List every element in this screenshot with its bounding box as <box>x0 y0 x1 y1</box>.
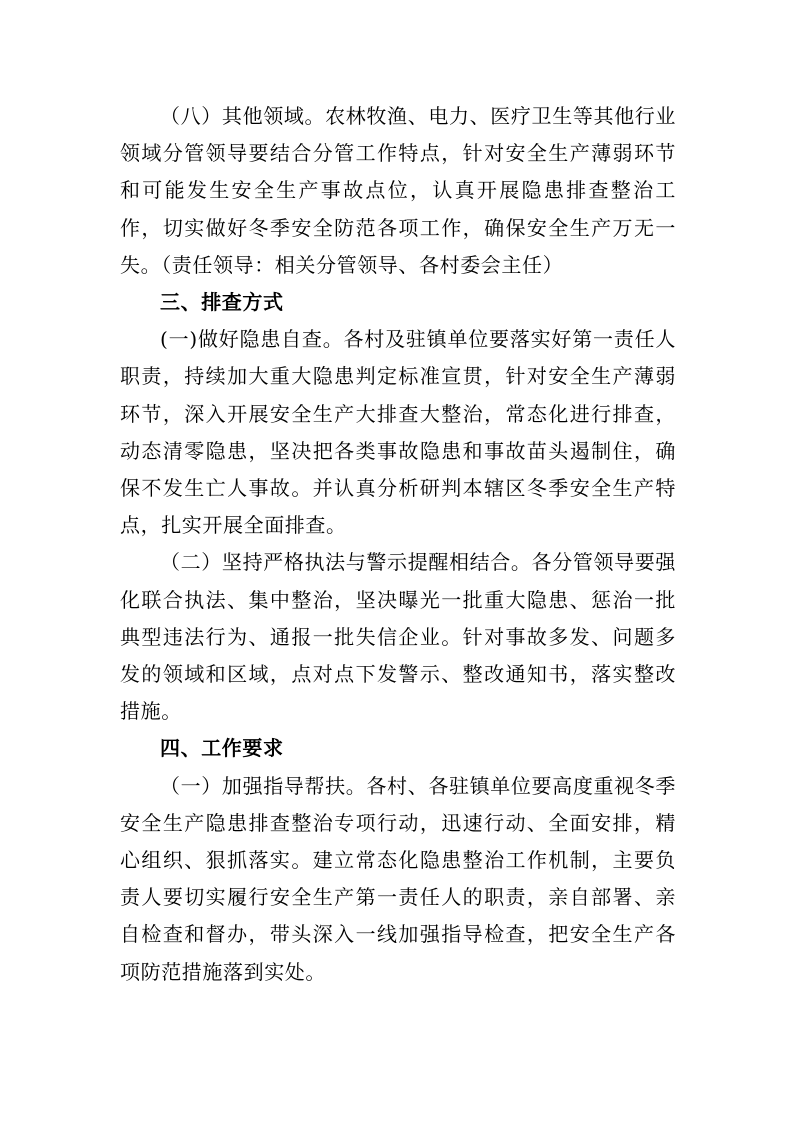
paragraph-strict-enforcement: （二）坚持严格执法与警示提醒相结合。各分管领导要强化联合执法、集中整治，坚决曝光一批重大隐患、惩治一批典型违法行为、通报一批失信企业。针对事故多发、问题多发的领域和区域，点对点下发警示、整改通知书，落实整改措施。 <box>120 550 676 724</box>
section-heading-work-requirements: 四、工作要求 <box>160 736 284 761</box>
paragraph-other-fields: （八）其他领域。农林牧渔、电力、医疗卫生等其他行业领域分管领导要结合分管工作特点，针对安全生产薄弱环节和可能发生安全生产事故点位，认真开展隐患排查整治工作，切实做好冬季安全防范各项工作，确保安全生产万无一失。（责任领导：相关分管领导、各村委会主任） <box>120 104 676 277</box>
paragraph-guidance-support: （一）加强指导帮扶。各村、各驻镇单位要高度重视冬季安全生产隐患排查整治专项行动，迅速行动、全面安排，精心组织、狠抓落实。建立常态化隐患整治工作机制，主要负责人要切实履行安全生产第一责任人的职责，亲自部署、亲自检查和督办，带头深入一线加强指导检查，把安全生产各项防范措施落到实处。 <box>120 773 676 984</box>
document-body <box>120 98 676 991</box>
paragraph-self-inspection: (一)做好隐患自查。各村及驻镇单位要落实好第一责任人职责，持续加大重大隐患判定标准宣贯，针对安全生产薄弱环节，深入开展安全生产大排查大整治，常态化进行排查，动态清零隐患，坚决把各类事故隐患和事故苗头遏制住，确保不发生亡人事故。并认真分析研判本辖区冬季安全生产特点，扎实开展全面排查。 <box>120 327 676 538</box>
section-heading-inspection-method: 三、排查方式 <box>160 290 284 315</box>
